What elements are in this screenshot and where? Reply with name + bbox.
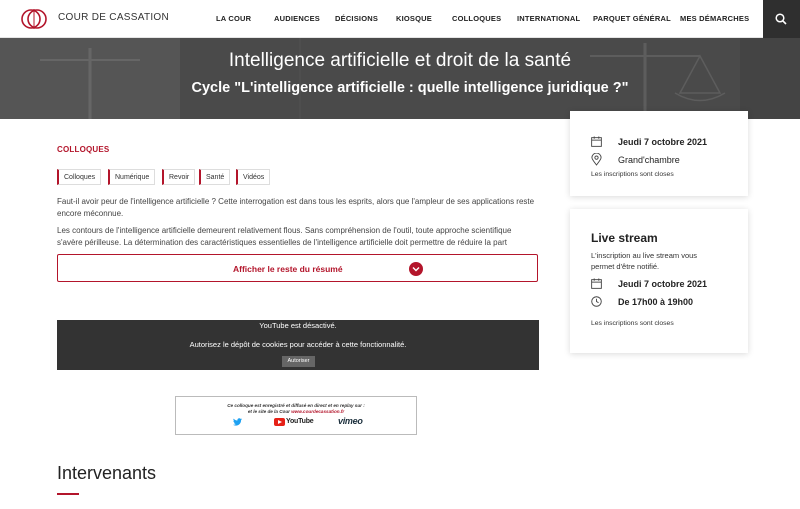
nav-colloques[interactable]: COLLOQUES	[452, 14, 502, 23]
vimeo-logo[interactable]: vimeo	[338, 416, 363, 426]
youtube-play-icon	[274, 418, 285, 426]
event-info-card	[570, 111, 748, 196]
nav-mes-demarches[interactable]: MES DÉMARCHES	[680, 14, 750, 23]
youtube-disabled-placeholder	[57, 320, 539, 370]
clock-icon	[591, 296, 602, 307]
calendar-icon	[591, 278, 602, 289]
broadcast-banner	[175, 396, 417, 435]
broadcast-banner-line-1: Ce colloque est enregistré et diffusé en direct et en replay sur :	[227, 403, 365, 408]
nav-international[interactable]: INTERNATIONAL	[517, 14, 581, 23]
event-location: Grand'chambre	[618, 155, 680, 165]
broadcast-banner-prefix: et le site de la Cour	[247, 409, 290, 414]
show-more-summary-button[interactable]	[57, 254, 538, 282]
allow-cookies-button[interactable]: Autoriser	[282, 356, 315, 367]
youtube-logo[interactable]	[274, 418, 314, 427]
registration-closed-note: Les inscriptions sont closes	[591, 171, 674, 178]
event-date: Jeudi 7 octobre 2021	[618, 137, 708, 147]
livestream-time: De 17h00 à 19h00	[618, 297, 694, 307]
tag-videos[interactable]: Vidéos	[236, 169, 270, 185]
tag-revoir[interactable]: Revoir	[162, 169, 195, 185]
page-title: Intelligence artificielle et droit de la santé	[228, 50, 572, 71]
livestream-description: L'inscription au live stream vous permet d'être notifié.	[591, 251, 698, 271]
nav-decisions[interactable]: DÉCISIONS	[335, 14, 379, 23]
speakers-heading-underline	[57, 493, 79, 495]
calendar-icon	[591, 136, 602, 147]
location-pin-icon	[591, 153, 602, 166]
section-label[interactable]: COLLOQUES	[57, 145, 110, 154]
speakers-heading: Intervenants	[57, 463, 157, 483]
tag-numerique[interactable]: Numérique	[108, 169, 155, 185]
summary-paragraph-2: Les contours de l'intelligence artificielle demeurent relativement flous. Sans compréhension de l'outil, toute approche scientifique s'avère périlleuse. La détermination des caractéristiques essentielles de l'intelligence artificielle doit permettre de réduire la part	[57, 226, 512, 247]
livestream-date: Jeudi 7 octobre 2021	[618, 279, 708, 289]
show-more-label: Afficher le reste du résumé	[233, 264, 343, 274]
broadcast-banner-line-2	[176, 409, 416, 414]
search-icon	[775, 13, 787, 25]
livestream-title: Live stream	[591, 231, 658, 245]
livestream-registration-closed-note: Les inscriptions sont closes	[591, 320, 674, 327]
nav-parquet-general[interactable]: PARQUET GÉNÉRAL	[593, 14, 671, 23]
nav-audiences[interactable]: AUDIENCES	[274, 14, 320, 23]
hero-banner	[0, 38, 800, 119]
youtube-disabled-text: YouTube est désactivé.	[259, 321, 337, 330]
chevron-down-icon	[409, 262, 423, 276]
cookie-consent-text: Autorisez le dépôt de cookies pour accéder à cette fonctionnalité.	[189, 340, 407, 349]
livestream-card	[570, 209, 748, 353]
nav-la-cour[interactable]: LA COUR	[216, 14, 252, 23]
nav-kiosque[interactable]: KIOSQUE	[396, 14, 432, 23]
page-subtitle: Cycle "L'intelligence artificielle : quelle intelligence juridique ?"	[191, 80, 629, 96]
tag-sante[interactable]: Santé	[199, 169, 230, 185]
site-header	[0, 0, 800, 38]
twitter-icon[interactable]	[233, 418, 242, 426]
summary-paragraph-1: Faut-il avoir peur de l'intelligence artificielle ? Cette interrogation est dans tous les esprits, alors que l'ampleur de ses applications reste encore méconnue.	[57, 197, 535, 218]
cour-de-cassation-logo-icon[interactable]	[20, 6, 48, 32]
court-website-link[interactable]: www.courdecassation.fr	[291, 409, 345, 414]
tag-colloques[interactable]: Colloques	[57, 169, 101, 185]
youtube-logo-text: YouTube	[286, 418, 314, 425]
search-button[interactable]	[763, 0, 800, 38]
site-name[interactable]: COUR DE CASSATION	[58, 12, 170, 23]
